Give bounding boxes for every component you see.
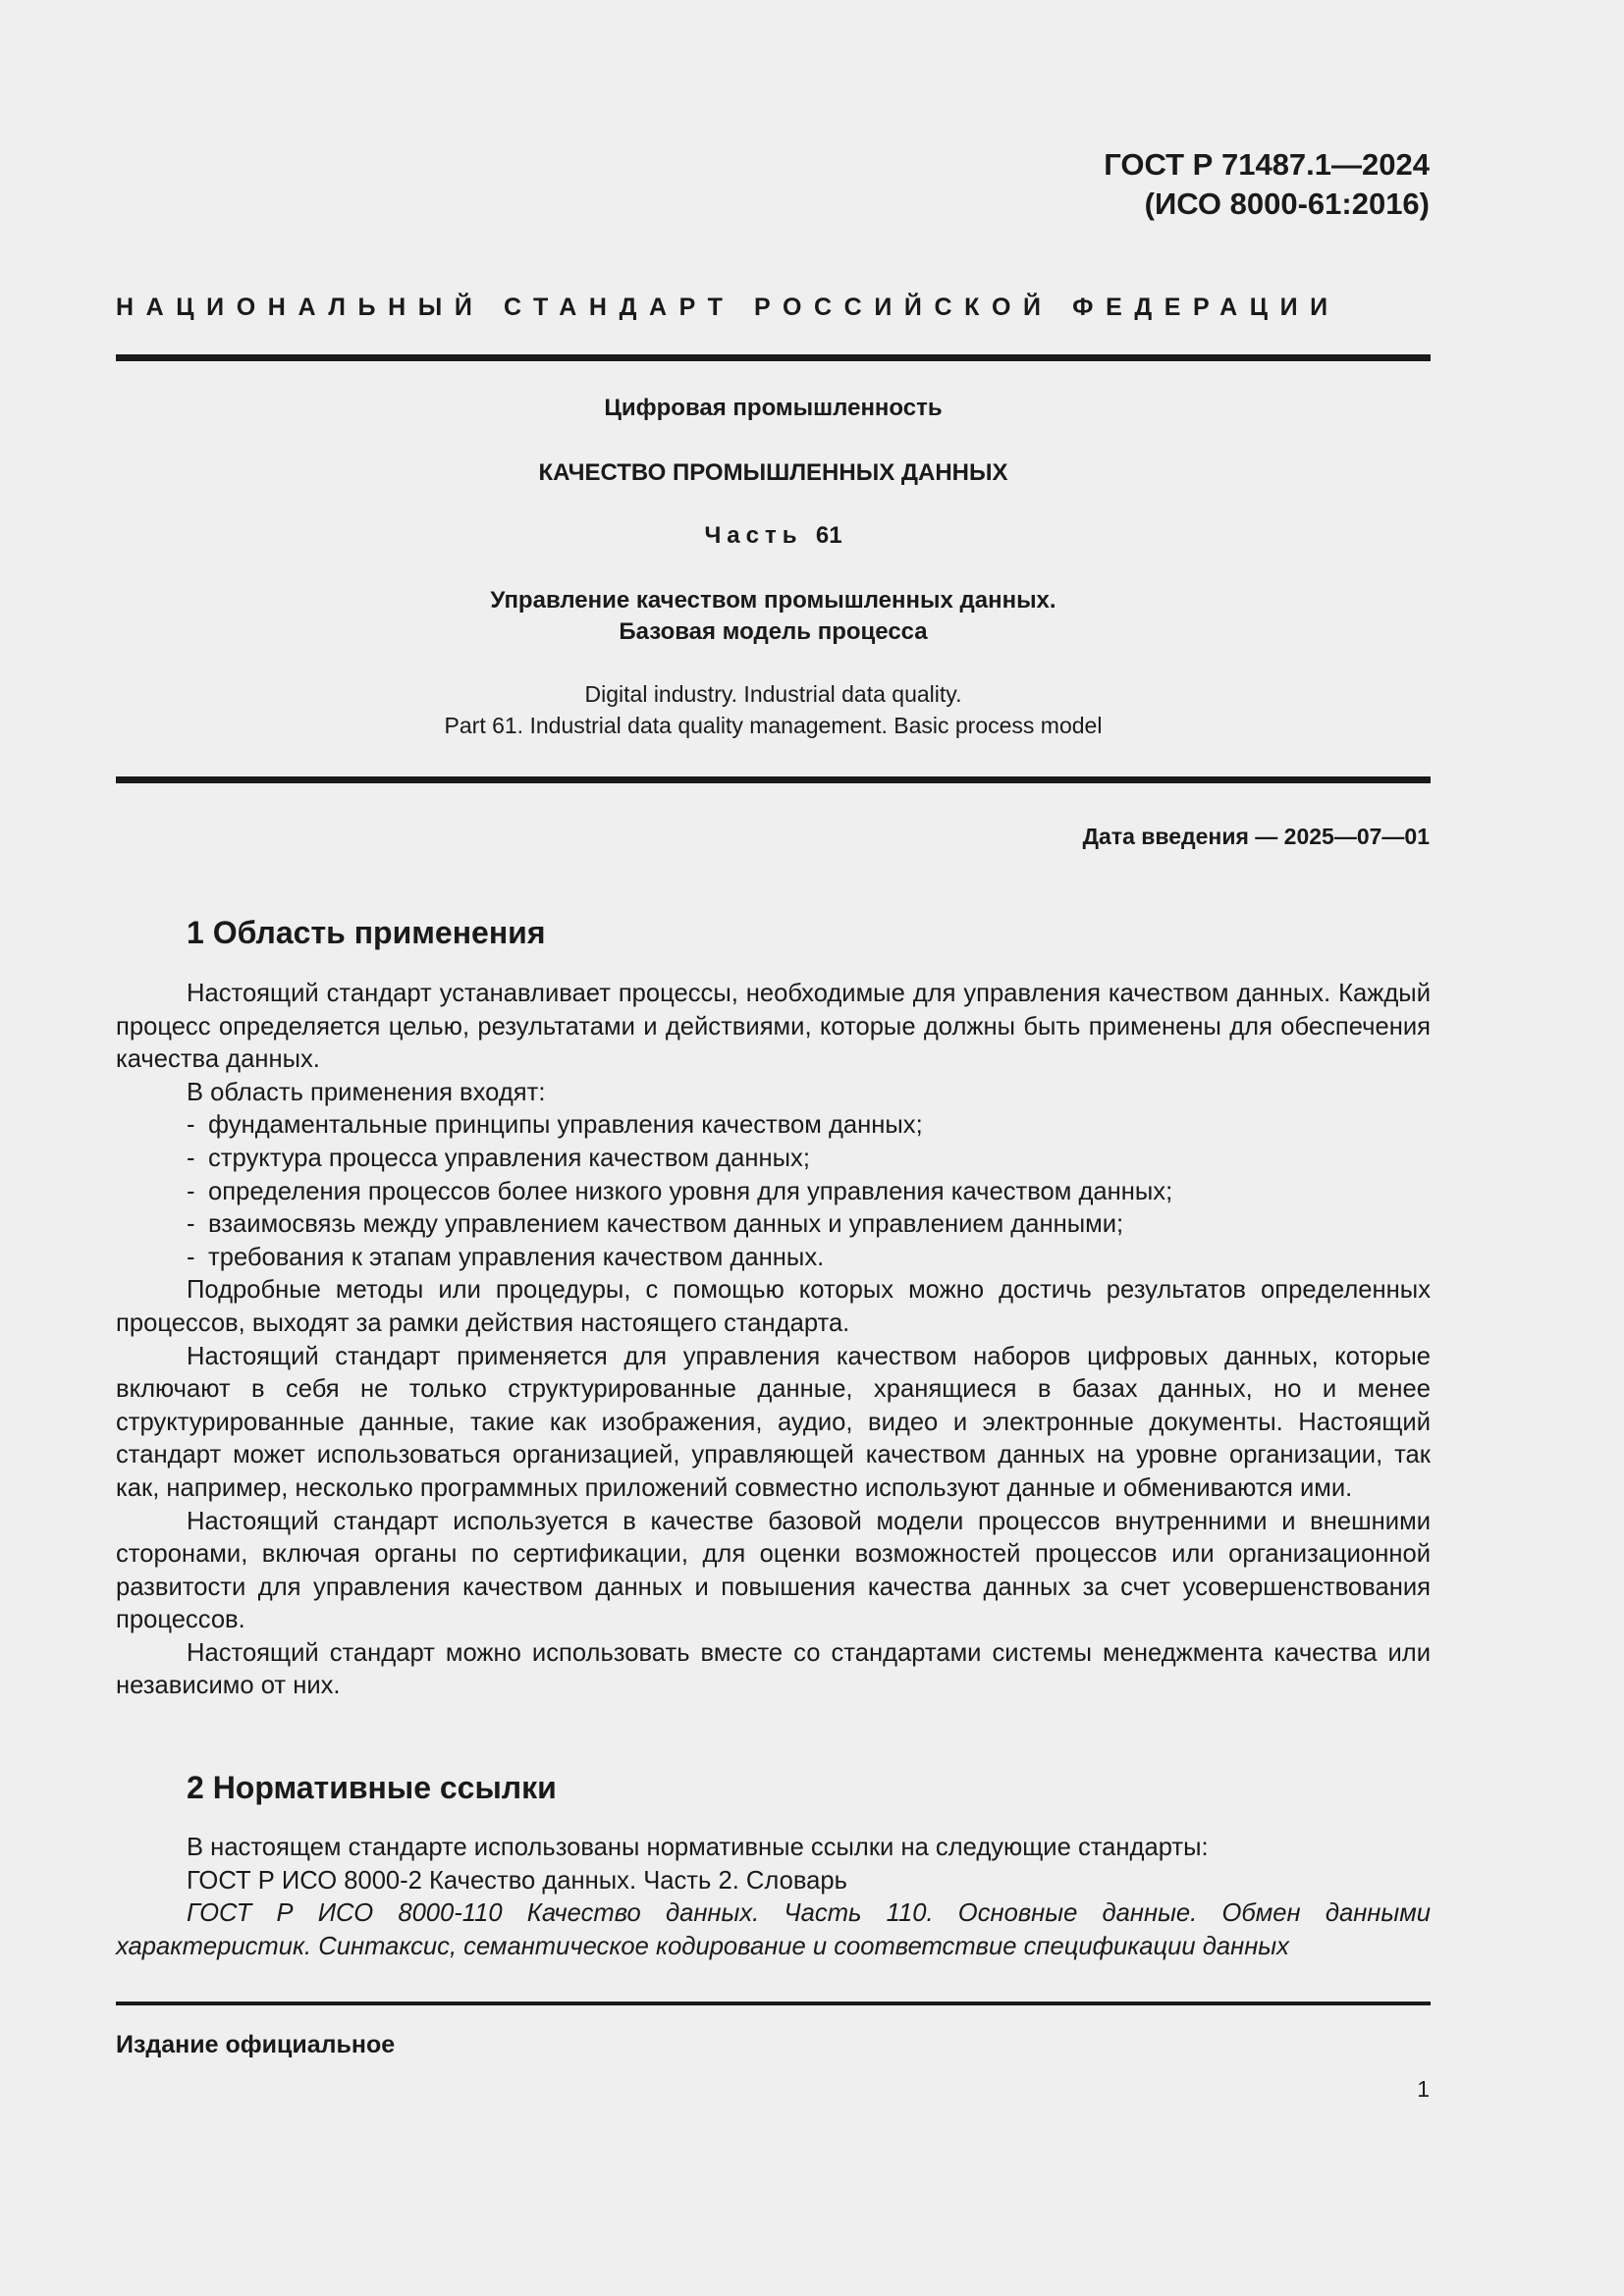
section-2-body <box>116 1832 1431 1963</box>
section-1-heading: 1 Область применения <box>187 915 546 950</box>
title-subtitle <box>116 585 1431 648</box>
page-number: 1 <box>1417 2076 1430 2102</box>
paragraph: Настоящий стандарт можно использовать вместе со стандартами системы менеджмента качества или независимо от них. <box>116 1638 1431 1700</box>
national-standard-banner: НАЦИОНАЛЬНЫЙ СТАНДАРТ РОССИЙСКОЙ ФЕДЕРАЦИИ <box>116 294 1340 321</box>
standard-designation <box>1104 145 1430 224</box>
list-item: - фундаментальные принципы управления качеством данных; <box>187 1111 923 1140</box>
list-item: - определения процессов более низкого уровня для управления качеством данных; <box>187 1177 1173 1205</box>
paragraph: Настоящий стандарт применяется для управления качеством наборов цифровых данных, которые включают в себя не только структурированные данные, хранящиеся в базах данных, но и менее структурированные данные, такие как изображения, аудио, видео и электронные документы. Настоящий стандарт может использоваться организацией, управляющей качеством данных на уровне организации, так как, например, несколько программных приложений совместно используют данные и обмениваются ими. <box>116 1342 1431 1502</box>
standard-number: ГОСТ Р 71487.1—2024 <box>1104 147 1430 182</box>
english-line-2: Part 61. Industrial data quality management. Basic process model <box>444 713 1103 738</box>
scope-list <box>116 1109 1431 1274</box>
title-english <box>116 678 1431 741</box>
list-item: - взаимосвязь между управлением качеством данных и управлением данными; <box>187 1210 1124 1239</box>
footer-divider <box>116 2002 1431 2005</box>
paragraph: В настоящем стандарте использованы нормативные ссылки на следующие стандарты: <box>187 1834 1209 1861</box>
list-item: - требования к этапам управления качеством данных. <box>187 1243 825 1271</box>
title-bottom-divider <box>116 776 1431 783</box>
paragraph: В область применения входят: <box>187 1078 546 1106</box>
part-word: Часть <box>704 522 803 549</box>
subtitle-line-2: Базовая модель процесса <box>619 618 928 645</box>
official-edition: Издание официальное <box>116 2031 396 2058</box>
top-divider <box>116 354 1431 361</box>
paragraph: Настоящий стандарт используется в качестве базовой модели процессов внутренними и внешними сторонами, включая органы по сертификации, для оценки возможностей процессов или организационной развитости для управления качеством данных и повышения качества данных за счет усовершенствования процессов. <box>116 1507 1431 1634</box>
title-main: КАЧЕСТВО ПРОМЫШЛЕННЫХ ДАННЫХ <box>538 459 1008 486</box>
title-part <box>116 520 1431 552</box>
part-number: 61 <box>815 522 842 549</box>
subtitle-line-1: Управление качеством промышленных данных. <box>490 587 1056 614</box>
reference-item: ГОСТ Р ИСО 8000-110 Качество данных. Часть 110. Основные данные. Обмен данными характеристик. Синтаксис, семантическое кодирование и соответствие спецификации данных <box>116 1899 1431 1960</box>
paragraph: Подробные методы или процедуры, с помощью которых можно достичь результатов определенных процессов, выходят за рамки действия настоящего стандарта. <box>116 1276 1431 1337</box>
section-1-body <box>116 978 1431 1703</box>
title-category: Цифровая промышленность <box>604 395 943 421</box>
iso-number: (ИСО 8000-61:2016) <box>1144 187 1430 221</box>
list-item: - структура процесса управления качеством данных; <box>187 1144 810 1172</box>
reference-item: ГОСТ Р ИСО 8000-2 Качество данных. Часть 2. Словарь <box>187 1866 847 1895</box>
section-2-heading: 2 Нормативные ссылки <box>187 1770 557 1805</box>
paragraph: Настоящий стандарт устанавливает процессы, необходимые для управления качеством данных. Каждый процесс определяется целью, результатами и действиями, которые должны быть применены для обеспечения качества данных. <box>116 980 1431 1074</box>
introduction-date: Дата введения — 2025—07—01 <box>1082 824 1430 849</box>
english-line-1: Digital industry. Industrial data quality. <box>584 681 962 707</box>
